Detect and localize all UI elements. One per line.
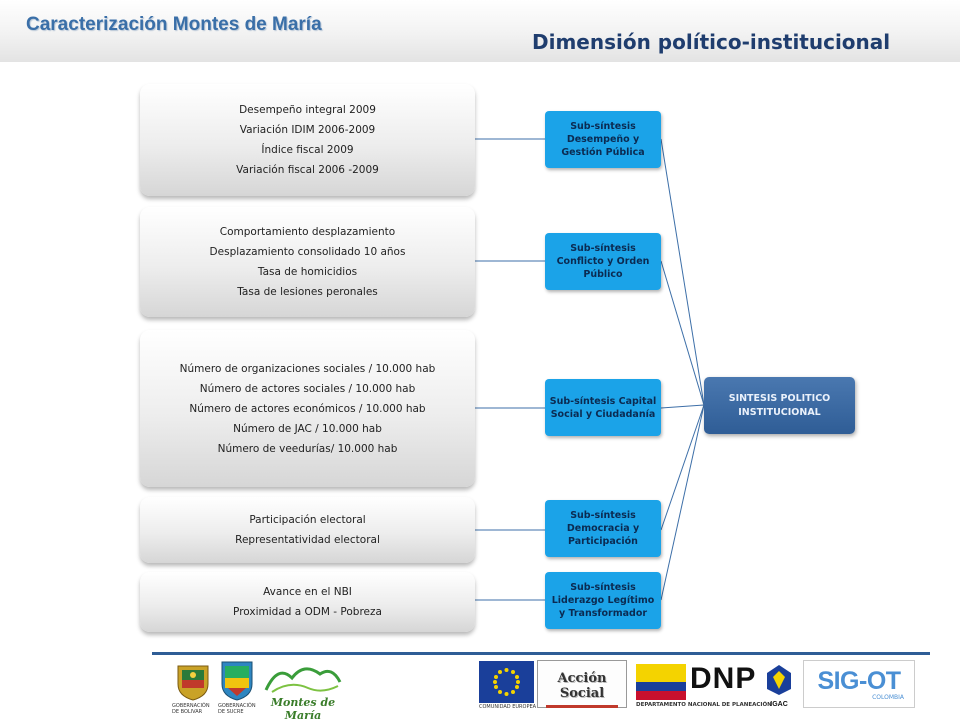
indicator-line: Proximidad a ODM - Pobreza [233,606,382,618]
igac-logo [765,663,793,707]
footer-rule [152,652,930,655]
indicator-line: Avance en el NBI [263,586,352,598]
sigot-caption: COLOMBIA [872,694,904,701]
sucre-crest-icon [216,658,258,702]
connector-sub-5 [661,405,704,600]
sub-synthesis-social-capital: Sub-síntesis Capital Social y Ciudadanía [545,379,661,436]
accion-social-logo [537,660,627,708]
indicator-group-performance [140,84,475,196]
brand-title: Caracterización Montes de María [26,14,322,35]
gobernacion-bolivar-caption: GOBERNACIÓN DE BOLIVAR [172,703,210,715]
indicator-line: Participación electoral [249,514,366,526]
indicator-line: Comportamiento desplazamiento [219,226,396,238]
indicator-line: Índice fiscal 2009 [261,144,354,156]
sigot-text: SIG-OT [817,667,901,695]
indicator-line: Desplazamiento consolidado 10 años [209,246,406,258]
indicator-line: Variación fiscal 2006 -2009 [236,164,379,176]
accion-social-text: Acción Social [557,671,607,701]
indicator-line: Desempeño integral 2009 [239,104,376,116]
synthesis-box: SINTESIS POLITICO INSTITUCIONAL [704,377,855,434]
indicator-line: Número de veedurías/ 10.000 hab [217,442,398,455]
connector-sub-1 [661,139,704,405]
indicator-line: Número de JAC / 10.000 hab [233,422,382,435]
indicator-line: Tasa de lesiones peronales [237,286,378,298]
sigot-logo [803,660,915,708]
indicator-line: Variación IDIM 2006-2009 [239,124,376,136]
dnp-logo-text: DNP [690,662,757,695]
connector-sub-2 [661,261,704,405]
connector-sub-3 [661,405,704,408]
indicator-line: Tasa de homicidios [257,266,358,278]
indicator-line: Número de actores sociales / 10.000 hab [199,382,416,395]
colombia-flag [636,664,686,700]
slide-title: Dimensión político-institucional [532,30,891,54]
mountain-logo-icon [262,660,344,696]
accion-social-stripe [546,705,618,708]
indicator-group-democracy [140,497,475,563]
igac-emblem-icon [765,663,793,697]
indicator-line: Número de actores económicos / 10.000 hab [189,402,426,415]
sub-synthesis-democracy: Sub-síntesis Democracia y Participación [545,500,661,557]
indicator-line: Representatividad electoral [235,534,380,546]
sub-synthesis-leadership: Sub-síntesis Liderazgo Legítimo y Transformador [545,572,661,629]
sub-synthesis-conflict: Sub-síntesis Conflicto y Orden Público [545,233,661,290]
gobernacion-sucre-caption: GOBERNACIÓN DE SUCRE [218,703,256,715]
gobernacion-bolivar-logo [172,660,214,702]
eu-flag-logo [479,661,534,703]
bolivar-crest-icon [172,660,214,702]
connector-sub-4 [661,405,704,530]
indicator-group-conflict [140,207,475,317]
eu-stars-icon [479,661,534,703]
fundacion-montes-de-maria-logo [262,660,344,722]
igac-text: IGAC [770,701,788,708]
sub-synthesis-performance: Sub-síntesis Desempeño y Gestión Pública [545,111,661,168]
gobernacion-sucre-logo [216,658,258,702]
indicator-group-leadership [140,572,475,632]
foundation-name: Montes de María [270,696,336,722]
dnp-caption: DEPARTAMENTO NACIONAL DE PLANEACIÓN [636,702,772,708]
indicator-line: Número de organizaciones sociales / 10.000 hab [179,362,436,375]
indicator-group-social-capital [140,330,475,487]
eu-caption: COMUNIDAD EUROPEA [479,704,537,710]
